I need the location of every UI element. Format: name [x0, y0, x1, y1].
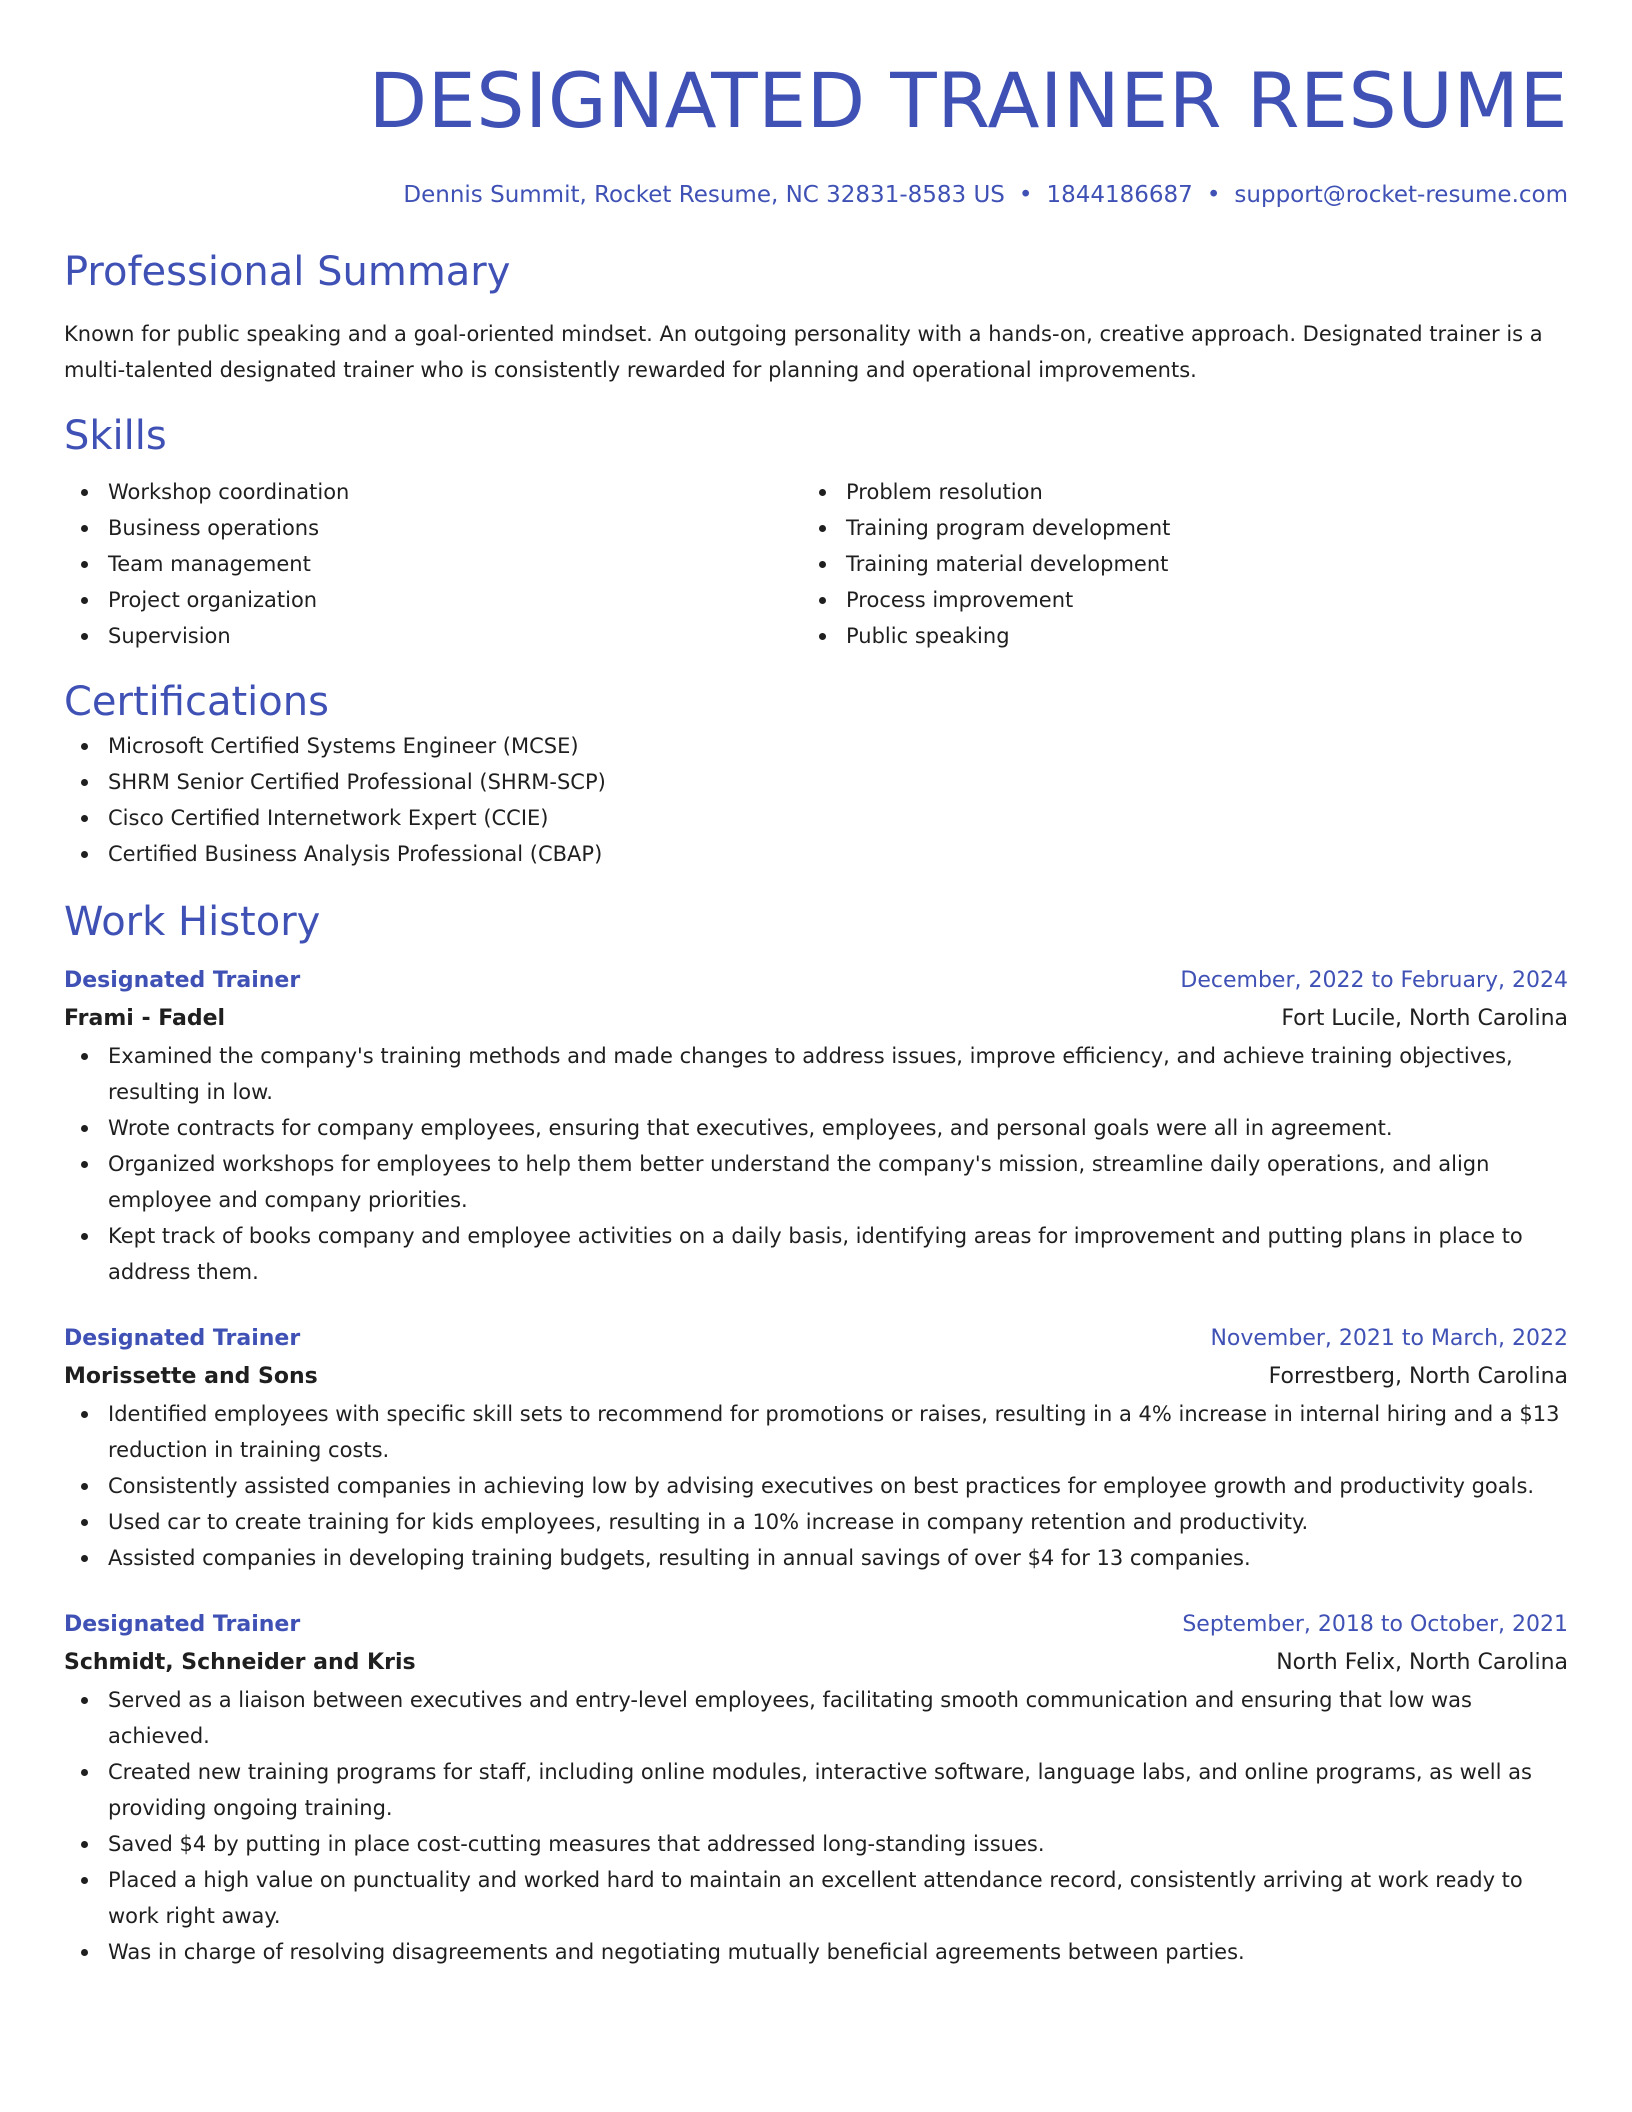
skills-section [64, 410, 1568, 654]
job-title: Designated Trainer [64, 1612, 301, 1637]
skill-item: Process improvement [802, 582, 1540, 618]
certification-item: Certified Business Analysis Professional (CBAP) [64, 836, 1568, 872]
job-company-row [64, 1358, 1568, 1396]
certification-item: SHRM Senior Certified Professional (SHRM-SCP) [64, 764, 1568, 800]
job-bullet-list [64, 1682, 1568, 1970]
job-dates: November, 2021 to March, 2022 [1210, 1326, 1568, 1351]
job-entry [64, 1606, 1568, 1970]
job-entry [64, 962, 1568, 1290]
skill-item: Supervision [64, 618, 802, 654]
skills-list-left [64, 474, 802, 654]
job-bullet: Was in charge of resolving disagreements and negotiating mutually beneficial agreements between parties. [64, 1934, 1568, 1970]
job-bullet: Created new training programs for staff, including online modules, interactive software, language labs, and online programs, as well as providing ongoing training. [64, 1754, 1568, 1826]
skills-heading: Skills [64, 413, 167, 459]
resume-title: DESIGNATED TRAINER RESUME [368, 56, 1568, 145]
job-title-row [64, 1320, 1568, 1358]
job-location: North Felix, North Carolina [1276, 1650, 1568, 1675]
contact-address: Dennis Summit, Rocket Resume, NC 32831-8583 US [403, 182, 1005, 208]
summary-text: Known for public speaking and a goal-oriented mindset. An outgoing personality with a hands-on, creative approach. Designated trainer is a multi-talented designated trainer who is consistently rewarded for planning and operational improvements. [64, 322, 1543, 382]
skills-column-left [64, 474, 802, 654]
skills-column-right [802, 474, 1540, 654]
skill-item: Workshop coordination [64, 474, 802, 510]
job-entry [64, 1320, 1568, 1576]
job-title: Designated Trainer [64, 1326, 301, 1351]
job-location: Forrestberg, North Carolina [1268, 1364, 1568, 1389]
job-dates: December, 2022 to February, 2024 [1180, 968, 1568, 993]
contact-phone: 1844186687 [1046, 182, 1193, 208]
job-title: Designated Trainer [64, 968, 301, 993]
job-bullet-list [64, 1396, 1568, 1576]
skills-grid [64, 474, 1568, 654]
skills-list-right [802, 474, 1540, 654]
summary-heading: Professional Summary [64, 249, 511, 295]
job-bullet: Wrote contracts for company employees, ensuring that executives, employees, and personal goals were all in agreement. [64, 1110, 1568, 1146]
job-bullet: Assisted companies in developing training budgets, resulting in annual savings of over $4 for 13 companies. [64, 1540, 1568, 1576]
job-company: Schmidt, Schneider and Kris [64, 1650, 416, 1675]
job-location: Fort Lucile, North Carolina [1281, 1006, 1568, 1031]
skill-item: Public speaking [802, 618, 1540, 654]
skill-item: Training material development [802, 546, 1540, 582]
skill-item: Problem resolution [802, 474, 1540, 510]
certifications-section [64, 676, 1568, 872]
job-bullet: Examined the company's training methods and made changes to address issues, improve efficiency, and achieve training objectives, resulting in low. [64, 1038, 1568, 1110]
job-bullet: Used car to create training for kids employees, resulting in a 10% increase in company retention and productivity. [64, 1504, 1568, 1540]
job-bullet-list [64, 1038, 1568, 1290]
job-bullet: Identified employees with specific skill sets to recommend for promotions or raises, resulting in a 4% increase in internal hiring and a $13 reduction in training costs. [64, 1396, 1568, 1468]
certification-item: Microsoft Certified Systems Engineer (MCSE) [64, 728, 1568, 764]
skill-item: Team management [64, 546, 802, 582]
contact-separator: • [1018, 182, 1033, 208]
skill-item: Business operations [64, 510, 802, 546]
job-dates: September, 2018 to October, 2021 [1182, 1612, 1568, 1637]
job-bullet: Kept track of books company and employee activities on a daily basis, identifying areas for improvement and putting plans in place to address them. [64, 1218, 1568, 1290]
contact-email[interactable]: support@rocket-resume.com [1234, 182, 1568, 208]
job-bullet: Placed a high value on punctuality and worked hard to maintain an excellent attendance record, consistently arriving at work ready to work right away. [64, 1862, 1568, 1934]
certifications-list [64, 728, 1568, 872]
skill-item: Project organization [64, 582, 802, 618]
contact-separator: • [1206, 182, 1221, 208]
job-bullet: Served as a liaison between executives and entry-level employees, facilitating smooth communication and ensuring that low was achieved. [64, 1682, 1568, 1754]
job-company-row [64, 1000, 1568, 1038]
job-company: Morissette and Sons [64, 1364, 318, 1389]
summary-section [64, 246, 1568, 388]
job-bullet: Saved $4 by putting in place cost-cutting measures that addressed long-standing issues. [64, 1826, 1568, 1862]
skill-item: Training program development [802, 510, 1540, 546]
job-company-row [64, 1644, 1568, 1682]
work-history-section [64, 896, 1568, 1970]
contact-line [64, 180, 1568, 210]
job-bullet: Consistently assisted companies in achieving low by advising executives on best practices for employee growth and productivity goals. [64, 1468, 1568, 1504]
job-title-row [64, 1606, 1568, 1644]
job-title-row [64, 962, 1568, 1000]
job-bullet: Organized workshops for employees to help them better understand the company's mission, streamline daily operations, and align employee and company priorities. [64, 1146, 1568, 1218]
certifications-heading: Certifications [64, 679, 329, 725]
job-company: Frami - Fadel [64, 1006, 226, 1031]
resume-header [64, 56, 1568, 210]
certification-item: Cisco Certified Internetwork Expert (CCIE) [64, 800, 1568, 836]
work-history-heading: Work History [64, 899, 321, 945]
